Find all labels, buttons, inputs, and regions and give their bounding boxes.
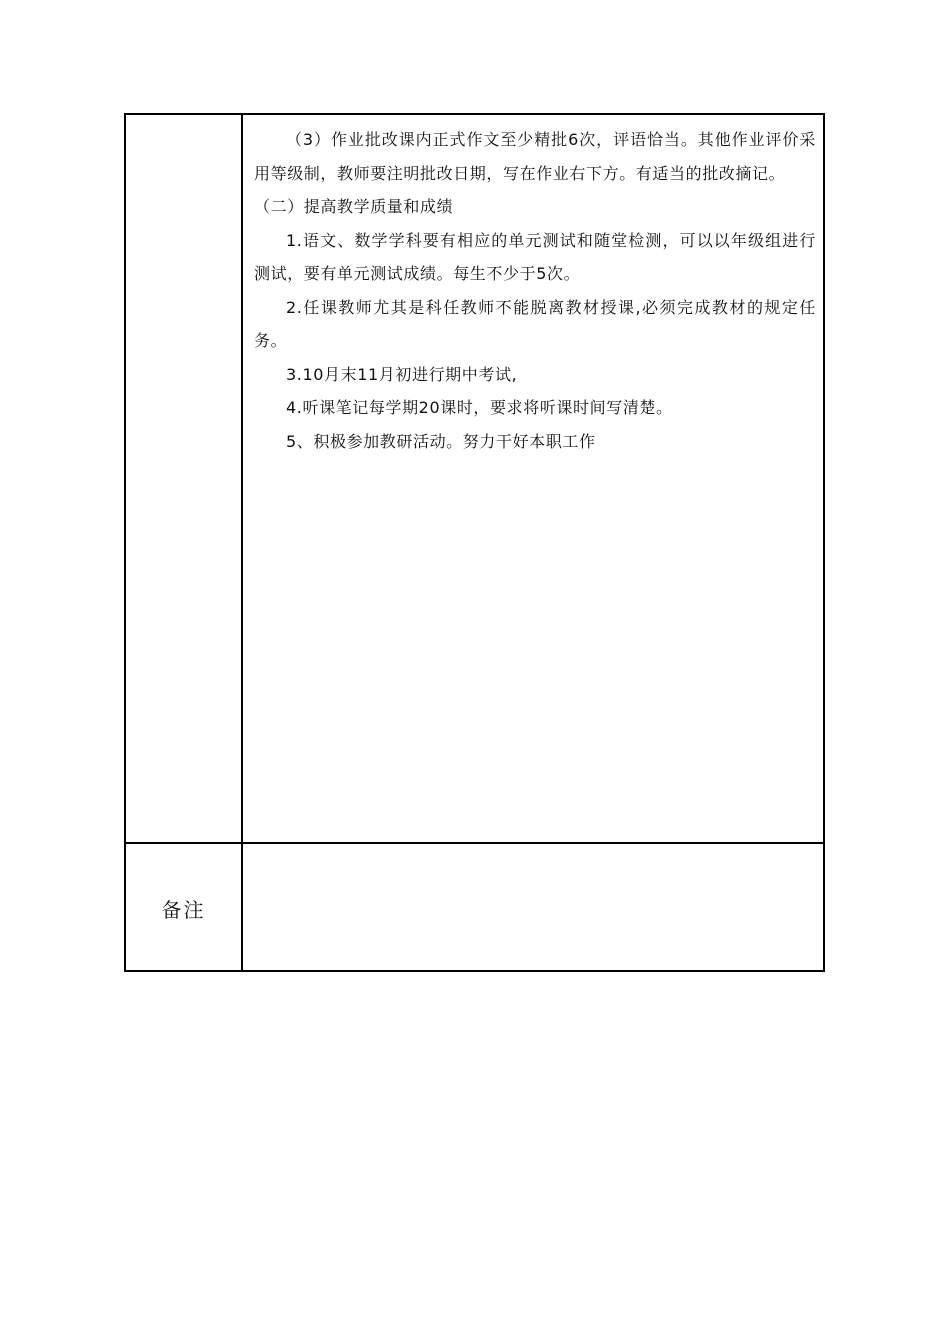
content-cell	[254, 123, 816, 458]
list-item: 2.任课教师尤其是科任教师不能脱离教材授课,必须完成教材的规定任务。	[254, 297, 816, 350]
remark-cell	[243, 844, 823, 970]
remark-label: 备注	[161, 897, 206, 922]
list-item: 5、积极参加教研活动。努力干好本职工作	[286, 431, 596, 451]
list-item: 3.10月末11月初进行期中考试,	[286, 364, 518, 384]
list-item: 1.语文、数学学科要有相应的单元测试和随堂检测，可以以年级组进行测试，要有单元测试成绩。每生不少于5次。	[254, 230, 816, 283]
list-item: 4.听课笔记每学期20课时，要求将听课时间写清楚。	[286, 398, 673, 417]
section-heading: （二）提高教学质量和成绩	[254, 197, 454, 216]
paragraph-homework-grading: （3）作业批改课内正式作文至少精批6次，评语恰当。其他作业评价采用等级制，教师要注明批改日期，写在作业右下方。有适当的批改摘记。	[254, 130, 816, 183]
document-table	[124, 113, 825, 972]
